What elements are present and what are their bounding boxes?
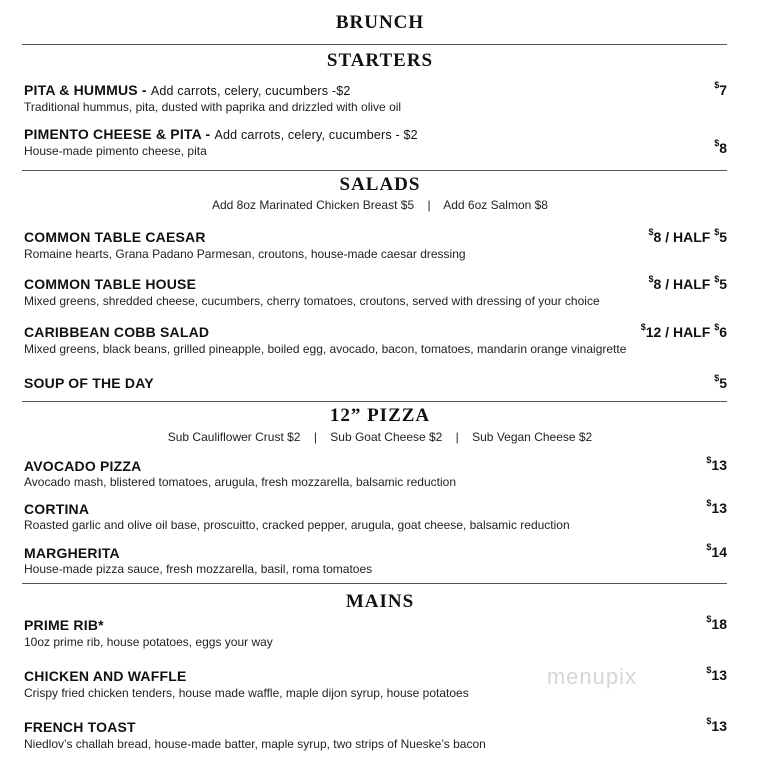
menu-item-description: Mixed greens, shredded cheese, cucumbers, cherry tomatoes, croutons, served with dressing of your choice <box>24 294 600 308</box>
menu-item-description: Roasted garlic and olive oil base, proscuitto, cracked pepper, arugula, goat cheese, balsamic reduction <box>24 518 570 532</box>
menu-item-addon: Add carrots, celery, cucumbers -$2 <box>150 84 351 98</box>
menu-item-name: MARGHERITA <box>24 545 120 561</box>
menu-item-description: 10oz prime rib, house potatoes, eggs your way <box>24 635 273 649</box>
menu-item-description: House-made pimento cheese, pita <box>24 144 207 158</box>
watermark: menupix <box>546 664 637 689</box>
divider <box>22 583 727 584</box>
menu-item-price: $13 <box>706 455 727 473</box>
menu-item-price: $12 / HALF $6 <box>640 322 727 340</box>
section-title-salads: SALADS <box>339 174 421 195</box>
menu-item-price: $13 <box>706 716 727 734</box>
section-title-mains: MAINS <box>345 591 415 612</box>
menu-item-description: House-made pizza sauce, fresh mozzarella, basil, roma tomatoes <box>24 562 373 576</box>
menu-title: BRUNCH <box>335 12 425 33</box>
section-title-pizza: 12” PIZZA <box>329 405 431 426</box>
menu-item-name: PIMENTO CHEESE & PITA - Add carrots, celery, cucumbers - $2 <box>24 126 418 142</box>
menu-item-price: $18 <box>706 614 727 632</box>
section-note-salads: Add 8oz Marinated Chicken Breast $5 | Add 6oz Salmon $8 <box>212 198 548 212</box>
menu-item-name: CORTINA <box>24 501 90 517</box>
divider <box>22 44 727 45</box>
menu-item-name: FRENCH TOAST <box>24 719 136 735</box>
menu-item-description: Romaine hearts, Grana Padano Parmesan, croutons, house-made caesar dressing <box>24 247 466 261</box>
menu-item-description: Traditional hummus, pita, dusted with paprika and drizzled with olive oil <box>24 100 402 114</box>
menu-item-price: $8 <box>714 138 727 156</box>
divider <box>22 401 727 402</box>
menu-item-name: COMMON TABLE CAESAR <box>24 229 206 245</box>
menu-item-name: AVOCADO PIZZA <box>24 458 142 474</box>
divider <box>22 170 727 171</box>
menu-item-name: PRIME RIB* <box>24 617 104 633</box>
menu-item-name: CARIBBEAN COBB SALAD <box>24 324 210 340</box>
menu-item-description: Niedlov’s challah bread, house-made batter, maple syrup, two strips of Nueske’s bacon <box>24 737 486 751</box>
menu-item-price: $8 / HALF $5 <box>648 274 727 292</box>
menu-item-name: PITA & HUMMUS - Add carrots, celery, cucumbers -$2 <box>24 82 351 98</box>
menu-item-price: $13 <box>706 498 727 516</box>
menu-item-name: COMMON TABLE HOUSE <box>24 276 197 292</box>
menu-item-addon: Add carrots, celery, cucumbers - $2 <box>214 128 418 142</box>
menu-item-price: $8 / HALF $5 <box>648 227 727 245</box>
menu-item-description: Crispy fried chicken tenders, house made waffle, maple dijon syrup, house potatoes <box>24 686 469 700</box>
menu-item-name: SOUP OF THE DAY <box>24 375 154 391</box>
menu-item-price: $5 <box>714 373 727 391</box>
section-note-pizza: Sub Cauliflower Crust $2 | Sub Goat Cheese $2 | Sub Vegan Cheese $2 <box>167 430 593 444</box>
menu-item-description: Mixed greens, black beans, grilled pineapple, boiled egg, avocado, bacon, tomatoes, mandarin orange vinaigrette <box>24 342 627 356</box>
menu-item-price: $7 <box>714 80 727 98</box>
menu-item-price: $14 <box>706 542 727 560</box>
section-title-starters: STARTERS <box>326 50 434 71</box>
menu-item-description: Avocado mash, blistered tomatoes, arugula, fresh mozzarella, balsamic reduction <box>24 475 456 489</box>
menu-item-price: $13 <box>706 665 727 683</box>
menu-item-name: CHICKEN AND WAFFLE <box>24 668 187 684</box>
